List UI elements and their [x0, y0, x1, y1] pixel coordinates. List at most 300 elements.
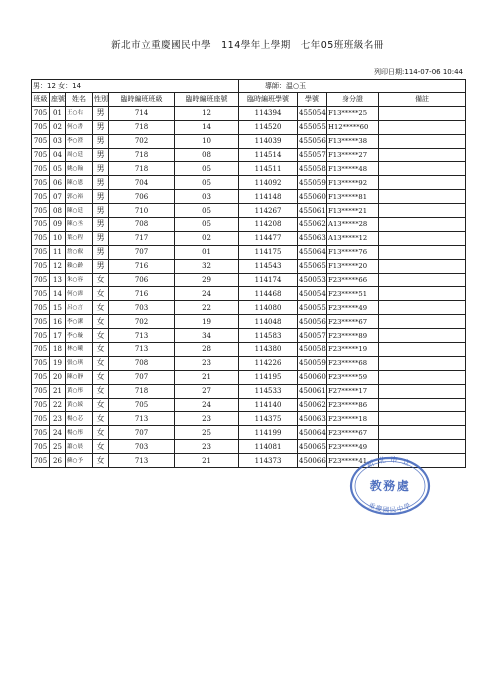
temp-id-cell: 114208: [239, 218, 298, 232]
temp-seat-cell: 19: [175, 315, 239, 329]
name-cell: 蘇○予: [66, 454, 93, 468]
table-row: [32, 356, 466, 370]
class-cell: 705: [32, 440, 50, 454]
table-row: [32, 426, 466, 440]
student-id-cell: 450054: [298, 287, 327, 301]
seat-cell: 11: [50, 245, 66, 259]
student-id-cell: 455057: [298, 148, 327, 162]
note-cell: [379, 356, 466, 370]
temp-id-cell: 114520: [239, 120, 298, 134]
gender-cell: 男: [93, 176, 109, 190]
gender-cell: 男: [93, 106, 109, 120]
student-id-cell: 450060: [298, 370, 327, 384]
gender-cell: 男: [93, 245, 109, 259]
table-row: [32, 245, 466, 259]
table-row: [32, 412, 466, 426]
student-id-cell: 450066: [298, 454, 327, 468]
id-card-cell: A13*****28: [327, 218, 379, 232]
note-cell: [379, 120, 466, 134]
temp-id-cell: 114048: [239, 315, 298, 329]
temp-class-cell: 713: [109, 329, 175, 343]
student-id-cell: 450053: [298, 273, 327, 287]
id-card-cell: F13*****25: [327, 106, 379, 120]
temp-seat-cell: 22: [175, 301, 239, 315]
temp-class-cell: 713: [109, 412, 175, 426]
roster-table: [31, 79, 466, 468]
table-row: [32, 398, 466, 412]
gender-cell: 女: [93, 301, 109, 315]
temp-class-cell: 713: [109, 454, 175, 468]
name-cell: 周○廷: [66, 148, 93, 162]
seat-cell: 26: [50, 454, 66, 468]
gender-cell: 男: [93, 231, 109, 245]
table-row: [32, 162, 466, 176]
temp-id-cell: 114514: [239, 148, 298, 162]
temp-seat-cell: 29: [175, 273, 239, 287]
temp-class-cell: 702: [109, 315, 175, 329]
student-id-cell: 450063: [298, 412, 327, 426]
id-card-cell: H12*****60: [327, 120, 379, 134]
temp-class-cell: 717: [109, 231, 175, 245]
temp-seat-cell: 24: [175, 287, 239, 301]
seat-cell: 25: [50, 440, 66, 454]
class-cell: 705: [32, 106, 50, 120]
seat-cell: 14: [50, 287, 66, 301]
temp-id-cell: 114477: [239, 231, 298, 245]
stamp-bottom-text: 重慶國民中學: [367, 501, 413, 515]
print-date: 列印日期:114-07-06 10:44: [374, 68, 463, 76]
seat-cell: 21: [50, 384, 66, 398]
temp-class-cell: 718: [109, 384, 175, 398]
temp-id-cell: 114583: [239, 329, 298, 343]
temp-class-cell: 704: [109, 176, 175, 190]
temp-id-cell: 114468: [239, 287, 298, 301]
id-card-cell: F23*****18: [327, 412, 379, 426]
name-cell: 李○澄: [66, 134, 93, 148]
gender-cell: 女: [93, 329, 109, 343]
name-cell: 楊○芯: [66, 412, 93, 426]
note-cell: [379, 259, 466, 273]
id-card-cell: F23*****68: [327, 356, 379, 370]
note-cell: [379, 384, 466, 398]
column-header: 身分證: [327, 93, 379, 107]
table-row: [32, 218, 466, 232]
temp-id-cell: 114543: [239, 259, 298, 273]
seat-cell: 23: [50, 412, 66, 426]
id-card-cell: F23*****51: [327, 287, 379, 301]
name-cell: 王○右: [66, 106, 93, 120]
column-header: 座號: [50, 93, 66, 107]
table-row: [32, 329, 466, 343]
seat-cell: 22: [50, 398, 66, 412]
student-id-cell: 455060: [298, 190, 327, 204]
id-card-cell: F13*****81: [327, 190, 379, 204]
class-cell: 705: [32, 231, 50, 245]
gender-cell: 女: [93, 426, 109, 440]
temp-class-cell: 716: [109, 287, 175, 301]
gender-cell: 女: [93, 287, 109, 301]
id-card-cell: F13*****38: [327, 134, 379, 148]
student-id-cell: 455063: [298, 231, 327, 245]
gender-cell: 女: [93, 398, 109, 412]
temp-seat-cell: 08: [175, 148, 239, 162]
seat-cell: 03: [50, 134, 66, 148]
id-card-cell: F13*****27: [327, 148, 379, 162]
temp-seat-cell: 05: [175, 204, 239, 218]
table-row: [32, 259, 466, 273]
temp-class-cell: 716: [109, 259, 175, 273]
id-card-cell: F23*****67: [327, 315, 379, 329]
temp-id-cell: 114080: [239, 301, 298, 315]
note-cell: [379, 162, 466, 176]
table-row: [32, 120, 466, 134]
temp-id-cell: 114226: [239, 356, 298, 370]
class-cell: 705: [32, 287, 50, 301]
class-cell: 705: [32, 190, 50, 204]
student-id-cell: 455065: [298, 259, 327, 273]
note-cell: [379, 106, 466, 120]
table-row: [32, 148, 466, 162]
seat-cell: 16: [50, 315, 66, 329]
name-cell: 陳○靜: [66, 370, 93, 384]
note-cell: [379, 134, 466, 148]
seat-cell: 15: [50, 301, 66, 315]
student-id-cell: 450062: [298, 398, 327, 412]
name-cell: 黃○綾: [66, 398, 93, 412]
temp-seat-cell: 23: [175, 356, 239, 370]
note-cell: [379, 426, 466, 440]
temp-class-cell: 705: [109, 398, 175, 412]
name-cell: 陳○恩: [66, 176, 93, 190]
name-cell: 何○霈: [66, 287, 93, 301]
temp-seat-cell: 21: [175, 370, 239, 384]
class-cell: 705: [32, 134, 50, 148]
class-cell: 705: [32, 454, 50, 468]
id-card-cell: F23*****49: [327, 301, 379, 315]
temp-class-cell: 710: [109, 204, 175, 218]
note-cell: [379, 370, 466, 384]
id-card-cell: F23*****41: [327, 454, 379, 468]
temp-seat-cell: 01: [175, 245, 239, 259]
id-card-cell: F23*****49: [327, 440, 379, 454]
temp-class-cell: 707: [109, 370, 175, 384]
seat-cell: 12: [50, 259, 66, 273]
id-card-cell: F13*****20: [327, 259, 379, 273]
seat-cell: 05: [50, 162, 66, 176]
seat-cell: 02: [50, 120, 66, 134]
column-header: 學號: [298, 93, 327, 107]
temp-id-cell: 114195: [239, 370, 298, 384]
id-card-cell: F13*****48: [327, 162, 379, 176]
table-row: [32, 134, 466, 148]
name-cell: 姚○翰: [66, 162, 93, 176]
temp-seat-cell: 03: [175, 190, 239, 204]
temp-id-cell: 114267: [239, 204, 298, 218]
gender-cell: 男: [93, 259, 109, 273]
note-cell: [379, 245, 466, 259]
seat-cell: 09: [50, 218, 66, 232]
class-cell: 705: [32, 204, 50, 218]
note-cell: [379, 190, 466, 204]
homeroom-teacher: 導師：温○玉: [239, 80, 466, 93]
temp-class-cell: 707: [109, 426, 175, 440]
temp-class-cell: 707: [109, 245, 175, 259]
temp-class-cell: 702: [109, 134, 175, 148]
gender-cell: 男: [93, 204, 109, 218]
note-cell: [379, 398, 466, 412]
class-cell: 705: [32, 245, 50, 259]
name-cell: 楊○彤: [66, 426, 93, 440]
seat-cell: 13: [50, 273, 66, 287]
gender-cell: 女: [93, 315, 109, 329]
temp-id-cell: 114511: [239, 162, 298, 176]
office-seal-stamp: [349, 455, 431, 515]
roster-body: [32, 80, 466, 468]
temp-id-cell: 114175: [239, 245, 298, 259]
gender-cell: 女: [93, 370, 109, 384]
column-header: 班級: [32, 93, 50, 107]
gender-cell: 女: [93, 273, 109, 287]
temp-class-cell: 708: [109, 356, 175, 370]
student-id-cell: 455062: [298, 218, 327, 232]
table-row: [32, 106, 466, 120]
gender-cell: 男: [93, 134, 109, 148]
name-cell: 張○琪: [66, 356, 93, 370]
gender-cell: 男: [93, 120, 109, 134]
name-cell: 郭○裕: [66, 190, 93, 204]
note-cell: [379, 148, 466, 162]
class-cell: 705: [32, 356, 50, 370]
temp-id-cell: 114140: [239, 398, 298, 412]
column-header: 性別: [93, 93, 109, 107]
class-cell: 705: [32, 259, 50, 273]
temp-seat-cell: 10: [175, 134, 239, 148]
name-cell: 朱○容: [66, 273, 93, 287]
id-card-cell: F23*****67: [327, 426, 379, 440]
seat-cell: 07: [50, 190, 66, 204]
gender-cell: 女: [93, 384, 109, 398]
gender-counts: 男：12 女：14: [32, 80, 239, 93]
class-cell: 705: [32, 120, 50, 134]
note-cell: [379, 273, 466, 287]
name-cell: 蕭○晨: [66, 440, 93, 454]
temp-id-cell: 114373: [239, 454, 298, 468]
note-cell: [379, 204, 466, 218]
gender-cell: 男: [93, 148, 109, 162]
name-cell: 葉○程: [66, 231, 93, 245]
temp-id-cell: 114199: [239, 426, 298, 440]
seat-cell: 08: [50, 204, 66, 218]
note-cell: [379, 287, 466, 301]
table-row: [32, 315, 466, 329]
temp-id-cell: 114174: [239, 273, 298, 287]
name-cell: 詹○叡: [66, 245, 93, 259]
table-row: [32, 384, 466, 398]
student-id-cell: 450055: [298, 301, 327, 315]
seat-cell: 10: [50, 231, 66, 245]
class-cell: 705: [32, 370, 50, 384]
temp-seat-cell: 32: [175, 259, 239, 273]
name-cell: 李○潔: [66, 315, 93, 329]
student-id-cell: 455058: [298, 162, 327, 176]
temp-id-cell: 114380: [239, 343, 298, 357]
note-cell: [379, 176, 466, 190]
student-id-cell: 450057: [298, 329, 327, 343]
temp-seat-cell: 05: [175, 218, 239, 232]
temp-class-cell: 703: [109, 440, 175, 454]
temp-seat-cell: 28: [175, 343, 239, 357]
temp-id-cell: 114081: [239, 440, 298, 454]
student-id-cell: 455061: [298, 204, 327, 218]
class-cell: 705: [32, 301, 50, 315]
temp-class-cell: 718: [109, 162, 175, 176]
class-cell: 705: [32, 148, 50, 162]
note-cell: [379, 440, 466, 454]
class-cell: 705: [32, 162, 50, 176]
table-row: [32, 176, 466, 190]
temp-class-cell: 718: [109, 148, 175, 162]
gender-cell: 男: [93, 190, 109, 204]
seat-cell: 01: [50, 106, 66, 120]
table-row: [32, 204, 466, 218]
page-title: 新北市立重慶國民中學 114學年上學期 七年05班班級名冊: [111, 40, 384, 51]
temp-seat-cell: 05: [175, 162, 239, 176]
gender-cell: 男: [93, 218, 109, 232]
student-id-cell: 450059: [298, 356, 327, 370]
student-id-cell: 455059: [298, 176, 327, 190]
table-row: [32, 273, 466, 287]
column-header: 臨時編班學號: [239, 93, 298, 107]
name-cell: 賴○齡: [66, 259, 93, 273]
temp-class-cell: 706: [109, 273, 175, 287]
class-cell: 705: [32, 426, 50, 440]
summary-row: [32, 80, 466, 93]
temp-seat-cell: 34: [175, 329, 239, 343]
temp-seat-cell: 23: [175, 412, 239, 426]
name-cell: 陳○廷: [66, 204, 93, 218]
student-id-cell: 455054: [298, 106, 327, 120]
student-id-cell: 455055: [298, 120, 327, 134]
temp-class-cell: 708: [109, 218, 175, 232]
class-cell: 705: [32, 412, 50, 426]
id-card-cell: F13*****21: [327, 204, 379, 218]
id-card-cell: F23*****19: [327, 343, 379, 357]
id-card-cell: F23*****59: [327, 370, 379, 384]
table-row: [32, 287, 466, 301]
name-cell: 陳○丞: [66, 218, 93, 232]
class-cell: 705: [32, 176, 50, 190]
temp-seat-cell: 21: [175, 454, 239, 468]
seat-cell: 06: [50, 176, 66, 190]
stamp-top-text: 新北市立: [364, 455, 416, 470]
temp-seat-cell: 24: [175, 398, 239, 412]
table-row: [32, 190, 466, 204]
column-header: 臨時編班班級: [109, 93, 175, 107]
temp-seat-cell: 25: [175, 426, 239, 440]
class-cell: 705: [32, 315, 50, 329]
note-cell: [379, 329, 466, 343]
table-header: [32, 93, 466, 107]
note-cell: [379, 218, 466, 232]
temp-id-cell: 114148: [239, 190, 298, 204]
column-header: 姓名: [66, 93, 93, 107]
seat-cell: 17: [50, 329, 66, 343]
temp-seat-cell: 14: [175, 120, 239, 134]
student-id-cell: 450058: [298, 343, 327, 357]
student-id-cell: 450065: [298, 440, 327, 454]
student-id-cell: 450064: [298, 426, 327, 440]
temp-seat-cell: 02: [175, 231, 239, 245]
gender-cell: 女: [93, 356, 109, 370]
column-header: 備註: [379, 93, 466, 107]
temp-class-cell: 718: [109, 120, 175, 134]
temp-class-cell: 713: [109, 343, 175, 357]
note-cell: [379, 301, 466, 315]
class-cell: 705: [32, 273, 50, 287]
student-id-cell: 450061: [298, 384, 327, 398]
id-card-cell: F13*****92: [327, 176, 379, 190]
table-row: [32, 343, 466, 357]
note-cell: [379, 315, 466, 329]
id-card-cell: F13*****76: [327, 245, 379, 259]
name-cell: 李○璇: [66, 329, 93, 343]
class-cell: 705: [32, 343, 50, 357]
temp-seat-cell: 23: [175, 440, 239, 454]
note-cell: [379, 231, 466, 245]
student-id-cell: 455064: [298, 245, 327, 259]
temp-seat-cell: 12: [175, 106, 239, 120]
temp-seat-cell: 05: [175, 176, 239, 190]
name-cell: 林○曦: [66, 343, 93, 357]
id-card-cell: F23*****86: [327, 398, 379, 412]
seat-cell: 04: [50, 148, 66, 162]
name-cell: 黃○彤: [66, 384, 93, 398]
student-id-cell: 450056: [298, 315, 327, 329]
name-cell: 何○書: [66, 120, 93, 134]
column-header: 臨時編班座號: [175, 93, 239, 107]
seat-cell: 19: [50, 356, 66, 370]
name-cell: 呂○言: [66, 301, 93, 315]
class-cell: 705: [32, 329, 50, 343]
seat-cell: 18: [50, 343, 66, 357]
id-card-cell: F23*****66: [327, 273, 379, 287]
stamp-center-text: 教務處: [369, 479, 411, 493]
gender-cell: 女: [93, 343, 109, 357]
note-cell: [379, 412, 466, 426]
temp-class-cell: 703: [109, 301, 175, 315]
temp-seat-cell: 27: [175, 384, 239, 398]
temp-class-cell: 714: [109, 106, 175, 120]
id-card-cell: F23*****89: [327, 329, 379, 343]
gender-cell: 女: [93, 412, 109, 426]
seat-cell: 20: [50, 370, 66, 384]
seat-cell: 24: [50, 426, 66, 440]
table-row: [32, 301, 466, 315]
note-cell: [379, 343, 466, 357]
class-cell: 705: [32, 384, 50, 398]
table-row: [32, 231, 466, 245]
temp-id-cell: 114039: [239, 134, 298, 148]
temp-id-cell: 114375: [239, 412, 298, 426]
class-cell: 705: [32, 398, 50, 412]
class-cell: 705: [32, 218, 50, 232]
gender-cell: 女: [93, 454, 109, 468]
student-id-cell: 455056: [298, 134, 327, 148]
table-row: [32, 370, 466, 384]
temp-id-cell: 114394: [239, 106, 298, 120]
gender-cell: 女: [93, 440, 109, 454]
gender-cell: 男: [93, 162, 109, 176]
